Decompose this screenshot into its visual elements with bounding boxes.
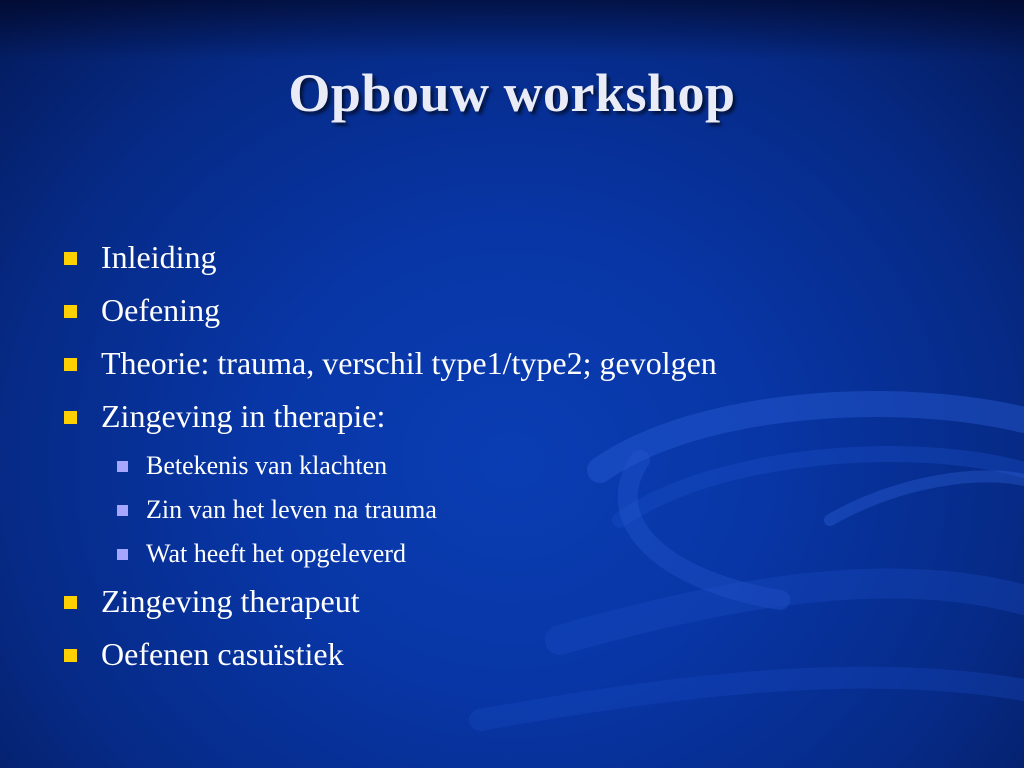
square-bullet-icon: [64, 596, 77, 609]
bullet-text: Theorie: trauma, verschil type1/type2; gevolgen: [101, 345, 717, 381]
bullet-item: [60, 291, 960, 329]
bullet-text: Oefening: [101, 292, 221, 328]
bullet-item: [60, 635, 960, 673]
sub-bullet-item: [60, 450, 960, 481]
slide-title: Opbouw workshop: [288, 63, 736, 123]
square-bullet-icon: [117, 461, 128, 472]
bullet-list: [60, 238, 960, 688]
square-bullet-icon: [64, 649, 77, 662]
sub-bullet-item: [60, 494, 960, 525]
bullet-item: [60, 238, 960, 276]
sub-bullet-text: Betekenis van klachten: [146, 451, 388, 480]
square-bullet-icon: [117, 505, 128, 516]
square-bullet-icon: [64, 252, 77, 265]
sub-bullet-text: Zin van het leven na trauma: [146, 495, 437, 524]
square-bullet-icon: [64, 305, 77, 318]
bullet-text: Oefenen casuïstiek: [101, 636, 344, 672]
square-bullet-icon: [64, 411, 77, 424]
sub-bullet-text: Wat heeft het opgeleverd: [146, 539, 406, 568]
bullet-item: [60, 582, 960, 620]
square-bullet-icon: [64, 358, 77, 371]
bullet-item: [60, 397, 960, 435]
bullet-item: [60, 344, 960, 382]
square-bullet-icon: [117, 549, 128, 560]
bullet-text: Zingeving in therapie:: [101, 398, 386, 434]
bullet-text: Zingeving therapeut: [101, 583, 360, 619]
bullet-text: Inleiding: [101, 239, 217, 275]
sub-bullet-item: [60, 538, 960, 569]
